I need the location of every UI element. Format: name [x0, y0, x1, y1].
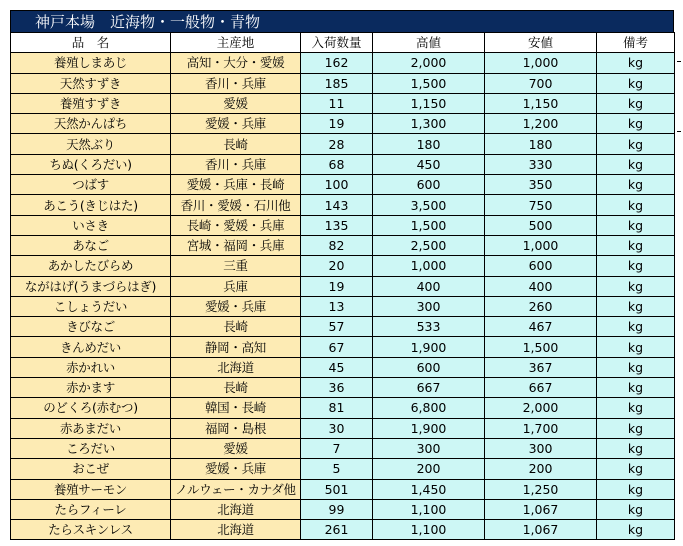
edge-mark [677, 61, 681, 62]
table-row [11, 317, 675, 337]
fish-name-cell-text: 天然ぶり [66, 136, 115, 152]
origin-cell [171, 53, 301, 73]
header-row [11, 33, 675, 53]
fish-name-cell [11, 134, 171, 154]
remarks-cell: kg [597, 418, 675, 438]
header-origin: 主産地 [171, 33, 301, 53]
origin-cell [171, 134, 301, 154]
fish-name-cell [11, 195, 171, 215]
high-price-cell: 300 [373, 438, 485, 458]
quantity-cell: 20 [301, 256, 373, 276]
remarks-cell: kg [597, 520, 675, 540]
header-low-price: 安値 [485, 33, 597, 53]
fish-name-cell-text: こしょうだい [53, 299, 128, 314]
origin-cell-text: 長崎 [223, 319, 248, 335]
fish-name-cell [11, 520, 171, 540]
fish-name-cell-text: 赤かます [66, 380, 115, 396]
remarks-cell: kg [597, 317, 675, 337]
quantity-cell: 501 [301, 479, 373, 499]
table-row [11, 235, 675, 255]
remarks-cell: kg [597, 114, 675, 134]
fish-name-cell-text: 養殖サーモン [53, 481, 128, 497]
fish-name-cell-text: おこぜ [72, 461, 109, 477]
fish-name-cell [11, 418, 171, 438]
remarks-cell: kg [597, 378, 675, 398]
low-price-cell: 467 [485, 317, 597, 337]
low-price-cell: 1,500 [485, 337, 597, 357]
remarks-cell: kg [597, 499, 675, 519]
origin-cell-text: 高知・大分・愛媛 [186, 55, 285, 71]
table-row [11, 438, 675, 458]
origin-cell [171, 215, 301, 235]
quantity-cell: 7 [301, 438, 373, 458]
fish-name-cell [11, 73, 171, 93]
low-price-cell: 667 [485, 378, 597, 398]
origin-cell-text: 愛媛・兵庫 [204, 461, 266, 477]
fish-name-cell-text: きんめだい [59, 339, 121, 355]
table-row [11, 276, 675, 296]
quantity-cell: 11 [301, 93, 373, 113]
quantity-cell: 19 [301, 276, 373, 296]
table-body [11, 53, 675, 540]
quantity-cell: 68 [301, 154, 373, 174]
low-price-cell: 1,000 [485, 235, 597, 255]
origin-cell [171, 175, 301, 195]
fish-name-cell [11, 479, 171, 499]
origin-cell-text: 長崎 [223, 136, 248, 152]
low-price-cell: 180 [485, 134, 597, 154]
fish-name-cell-text: 天然かんぱち [53, 116, 128, 132]
high-price-cell: 1,500 [373, 73, 485, 93]
table-row [11, 418, 675, 438]
fish-name-cell [11, 499, 171, 519]
high-price-cell: 6,800 [373, 398, 485, 418]
remarks-cell: kg [597, 398, 675, 418]
low-price-cell: 200 [485, 459, 597, 479]
fish-name-cell [11, 154, 171, 174]
low-price-cell: 1,067 [485, 520, 597, 540]
high-price-cell: 533 [373, 317, 485, 337]
fish-name-cell-text: 赤あまだい [59, 420, 121, 436]
remarks-cell: kg [597, 215, 675, 235]
quantity-cell: 99 [301, 499, 373, 519]
fish-name-cell-text: あかしたびらめ [47, 258, 134, 274]
origin-cell-text: 愛媛・兵庫 [204, 299, 266, 314]
fish-name-cell-text: きびなご [66, 319, 115, 335]
table-row [11, 215, 675, 235]
header-quantity: 入荷数量 [301, 33, 373, 53]
high-price-cell: 600 [373, 357, 485, 377]
high-price-cell: 600 [373, 175, 485, 195]
quantity-cell: 100 [301, 175, 373, 195]
quantity-cell: 143 [301, 195, 373, 215]
table-row [11, 499, 675, 519]
fish-name-cell-text: ちぬ(くろだい) [49, 156, 132, 172]
table-row [11, 134, 675, 154]
fish-name-cell-text: あこう(きじはた) [43, 197, 138, 213]
fish-name-cell-text: 天然すずき [59, 75, 122, 91]
low-price-cell: 2,000 [485, 398, 597, 418]
fish-name-cell [11, 235, 171, 255]
quantity-cell: 67 [301, 337, 373, 357]
origin-cell-text: 兵庫 [223, 278, 248, 294]
table-row [11, 114, 675, 134]
high-price-cell: 2,000 [373, 53, 485, 73]
fish-name-cell [11, 378, 171, 398]
table-row [11, 520, 675, 540]
origin-cell-text: 香川・兵庫 [204, 75, 266, 91]
high-price-cell: 1,900 [373, 418, 485, 438]
remarks-cell: kg [597, 296, 675, 316]
origin-cell [171, 256, 301, 276]
table-row [11, 195, 675, 215]
fish-name-cell-text: たらフィーレ [54, 501, 127, 517]
low-price-cell: 300 [485, 438, 597, 458]
table-row [11, 357, 675, 377]
high-price-cell: 1,500 [373, 215, 485, 235]
remarks-cell: kg [597, 276, 675, 296]
low-price-cell: 367 [485, 357, 597, 377]
fish-name-cell-text: たらスキンレス [48, 522, 133, 538]
quantity-cell: 185 [301, 73, 373, 93]
remarks-cell: kg [597, 195, 675, 215]
origin-cell [171, 93, 301, 113]
quantity-cell: 19 [301, 114, 373, 134]
remarks-cell: kg [597, 73, 675, 93]
high-price-cell: 1,100 [373, 520, 485, 540]
low-price-cell: 260 [485, 296, 597, 316]
table-row [11, 459, 675, 479]
origin-cell-text: 韓国・長崎 [204, 400, 266, 416]
fish-name-cell [11, 317, 171, 337]
origin-cell [171, 317, 301, 337]
remarks-cell: kg [597, 256, 675, 276]
low-price-cell: 1,250 [485, 479, 597, 499]
table-row [11, 93, 675, 113]
fish-name-cell [11, 53, 171, 73]
quantity-cell: 82 [301, 235, 373, 255]
fish-name-cell [11, 276, 171, 296]
fish-name-cell-text: のどくろ(赤むつ) [43, 400, 138, 416]
high-price-cell: 200 [373, 459, 485, 479]
origin-cell-text: 北海道 [217, 522, 254, 538]
quantity-cell: 45 [301, 357, 373, 377]
high-price-cell: 1,900 [373, 337, 485, 357]
fish-name-cell-text: いさき [72, 217, 109, 233]
remarks-cell: kg [597, 459, 675, 479]
price-table [10, 32, 675, 540]
fish-name-cell [11, 93, 171, 113]
origin-cell-text: 宮城・福岡・兵庫 [186, 238, 285, 254]
quantity-cell: 261 [301, 520, 373, 540]
origin-cell [171, 378, 301, 398]
low-price-cell: 600 [485, 256, 597, 276]
origin-cell-text: 福岡・島根 [204, 420, 266, 436]
quantity-cell: 28 [301, 134, 373, 154]
origin-cell-text: 香川・愛媛・石川他 [180, 197, 291, 213]
table-row [11, 53, 675, 73]
high-price-cell: 1,450 [373, 479, 485, 499]
origin-cell [171, 459, 301, 479]
low-price-cell: 1,000 [485, 53, 597, 73]
remarks-cell: kg [597, 53, 675, 73]
origin-cell-text: 長崎 [223, 380, 248, 396]
quantity-cell: 81 [301, 398, 373, 418]
origin-cell [171, 357, 301, 377]
origin-cell-text: 長崎・愛媛・兵庫 [186, 217, 285, 233]
fish-name-cell-text: ながはげ(うまづらはぎ) [24, 278, 157, 294]
origin-cell [171, 73, 301, 93]
high-price-cell: 3,500 [373, 195, 485, 215]
high-price-cell: 667 [373, 378, 485, 398]
remarks-cell: kg [597, 175, 675, 195]
low-price-cell: 350 [485, 175, 597, 195]
high-price-cell: 1,100 [373, 499, 485, 519]
remarks-cell: kg [597, 134, 675, 154]
fish-name-cell [11, 459, 171, 479]
table-row [11, 296, 675, 316]
fish-name-cell-text: あなご [72, 238, 109, 254]
header-remarks: 備考 [597, 33, 675, 53]
origin-cell-text: ノルウェー・カナダ他 [175, 481, 296, 497]
origin-cell-text: 愛媛 [223, 441, 248, 457]
table-row [11, 73, 675, 93]
remarks-cell: kg [597, 235, 675, 255]
sheet-title: 神戸本場 近海物・一般物・青物 [10, 10, 674, 32]
high-price-cell: 450 [373, 154, 485, 174]
high-price-cell: 2,500 [373, 235, 485, 255]
fish-name-cell-text: ころだい [66, 441, 115, 457]
fish-name-cell [11, 256, 171, 276]
high-price-cell: 180 [373, 134, 485, 154]
quantity-cell: 5 [301, 459, 373, 479]
origin-cell-text: 香川・兵庫 [204, 156, 266, 172]
origin-cell [171, 479, 301, 499]
high-price-cell: 400 [373, 276, 485, 296]
fish-name-cell-text: 赤かれい [66, 359, 115, 375]
remarks-cell: kg [597, 438, 675, 458]
origin-cell [171, 438, 301, 458]
origin-cell [171, 499, 301, 519]
header-name: 品 名 [11, 33, 171, 53]
price-sheet [10, 10, 674, 540]
origin-cell [171, 296, 301, 316]
origin-cell [171, 154, 301, 174]
origin-cell-text: 北海道 [217, 501, 254, 517]
fish-name-cell [11, 337, 171, 357]
fish-name-cell-text: 養殖すずき [59, 96, 122, 112]
low-price-cell: 500 [485, 215, 597, 235]
table-row [11, 398, 675, 418]
high-price-cell: 300 [373, 296, 485, 316]
fish-name-cell [11, 296, 171, 316]
low-price-cell: 750 [485, 195, 597, 215]
low-price-cell: 400 [485, 276, 597, 296]
table-row [11, 256, 675, 276]
fish-name-cell-text: つばす [72, 177, 109, 193]
quantity-cell: 36 [301, 378, 373, 398]
origin-cell [171, 337, 301, 357]
origin-cell [171, 398, 301, 418]
low-price-cell: 1,067 [485, 499, 597, 519]
high-price-cell: 1,300 [373, 114, 485, 134]
high-price-cell: 1,150 [373, 93, 485, 113]
low-price-cell: 330 [485, 154, 597, 174]
quantity-cell: 30 [301, 418, 373, 438]
origin-cell [171, 418, 301, 438]
origin-cell [171, 235, 301, 255]
origin-cell-text: 愛媛・兵庫 [204, 116, 266, 132]
low-price-cell: 700 [485, 73, 597, 93]
fish-name-cell [11, 215, 171, 235]
quantity-cell: 57 [301, 317, 373, 337]
origin-cell-text: 愛媛・兵庫・長崎 [186, 177, 285, 193]
low-price-cell: 1,200 [485, 114, 597, 134]
remarks-cell: kg [597, 357, 675, 377]
quantity-cell: 135 [301, 215, 373, 235]
origin-cell-text: 愛媛 [223, 96, 248, 112]
low-price-cell: 1,150 [485, 93, 597, 113]
fish-name-cell-text: 養殖しまあじ [53, 55, 128, 71]
fish-name-cell [11, 438, 171, 458]
origin-cell-text: 北海道 [217, 359, 254, 375]
quantity-cell: 162 [301, 53, 373, 73]
remarks-cell: kg [597, 337, 675, 357]
remarks-cell: kg [597, 154, 675, 174]
high-price-cell: 1,000 [373, 256, 485, 276]
table-row [11, 175, 675, 195]
remarks-cell: kg [597, 93, 675, 113]
quantity-cell: 13 [301, 296, 373, 316]
table-row [11, 378, 675, 398]
origin-cell-text: 三重 [223, 258, 248, 274]
table-row [11, 154, 675, 174]
header-high-price: 高値 [373, 33, 485, 53]
fish-name-cell [11, 175, 171, 195]
table-row [11, 479, 675, 499]
origin-cell [171, 114, 301, 134]
remarks-cell: kg [597, 479, 675, 499]
origin-cell [171, 520, 301, 540]
origin-cell [171, 195, 301, 215]
edge-mark [677, 131, 681, 132]
fish-name-cell [11, 114, 171, 134]
low-price-cell: 1,700 [485, 418, 597, 438]
table-row [11, 337, 675, 357]
fish-name-cell [11, 398, 171, 418]
origin-cell [171, 276, 301, 296]
fish-name-cell [11, 357, 171, 377]
origin-cell-text: 静岡・高知 [204, 339, 266, 355]
